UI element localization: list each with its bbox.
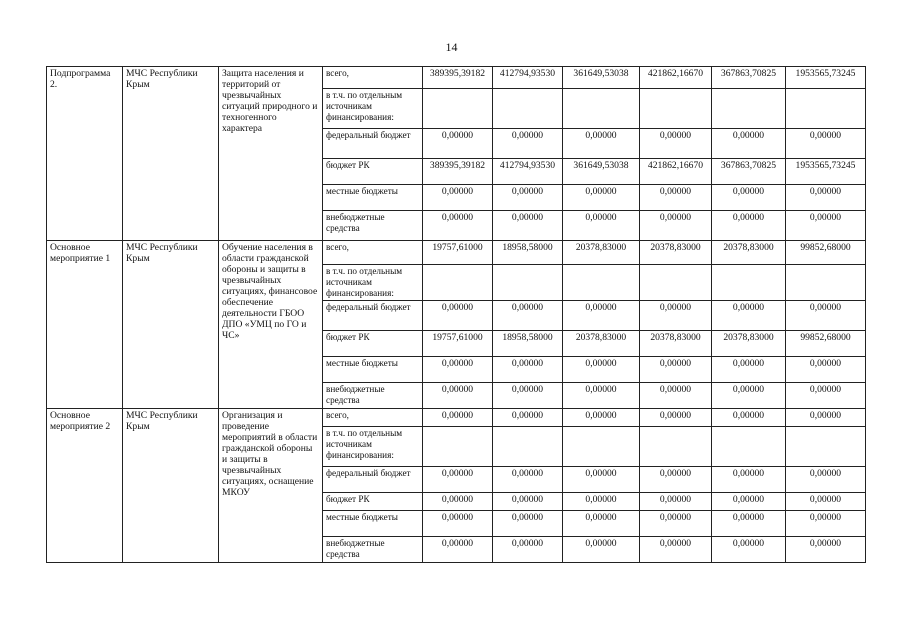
empty-cell bbox=[640, 265, 712, 301]
value-cell-extra: 0,00000 bbox=[640, 383, 712, 409]
value-cell-total: 99852,68000 bbox=[786, 241, 866, 265]
value-cell-local: 0,00000 bbox=[423, 185, 493, 211]
empty-cell bbox=[712, 427, 786, 467]
value-cell-federal: 0,00000 bbox=[712, 129, 786, 159]
value-cell-local: 0,00000 bbox=[563, 511, 640, 537]
value-cell-total: 0,00000 bbox=[493, 409, 563, 427]
value-cell-total: 1953565,73245 bbox=[786, 67, 866, 89]
empty-cell bbox=[563, 89, 640, 129]
source-label-total: всего, bbox=[323, 409, 423, 427]
source-label-local: местные бюджеты bbox=[323, 511, 423, 537]
value-cell-local: 0,00000 bbox=[563, 185, 640, 211]
value-cell-total: 20378,83000 bbox=[563, 241, 640, 265]
empty-cell bbox=[786, 427, 866, 467]
value-cell-local: 0,00000 bbox=[786, 511, 866, 537]
source-label-total: всего, bbox=[323, 241, 423, 265]
value-cell-federal: 0,00000 bbox=[563, 301, 640, 331]
value-cell-total: 421862,16670 bbox=[640, 67, 712, 89]
source-label-incl: в т.ч. по отдельным источникам финансирования: bbox=[323, 265, 423, 301]
empty-cell bbox=[786, 89, 866, 129]
value-cell-extra: 0,00000 bbox=[563, 383, 640, 409]
empty-cell bbox=[786, 265, 866, 301]
value-cell-extra: 0,00000 bbox=[786, 383, 866, 409]
value-cell-extra: 0,00000 bbox=[493, 537, 563, 563]
value-cell-federal: 0,00000 bbox=[712, 301, 786, 331]
value-cell-total: 20378,83000 bbox=[640, 241, 712, 265]
value-cell-rk: 412794,93530 bbox=[493, 159, 563, 185]
value-cell-rk: 0,00000 bbox=[563, 493, 640, 511]
empty-cell bbox=[493, 265, 563, 301]
value-cell-rk: 99852,68000 bbox=[786, 331, 866, 357]
value-cell-federal: 0,00000 bbox=[493, 467, 563, 493]
empty-cell bbox=[640, 427, 712, 467]
block-title: Защита населения и территорий от чрезвычайных ситуаций природного и техногенного характера bbox=[219, 67, 323, 241]
block-name: Основное мероприятие 1 bbox=[47, 241, 123, 409]
source-label-local: местные бюджеты bbox=[323, 185, 423, 211]
value-cell-extra: 0,00000 bbox=[640, 537, 712, 563]
empty-cell bbox=[423, 427, 493, 467]
block-title: Обучение населения в области гражданской обороны и защиты в чрезвычайных ситуациях, финансовое обеспечение деятельности ГБОО ДПО «УМЦ по ГО и ЧС» bbox=[219, 241, 323, 409]
empty-cell bbox=[423, 89, 493, 129]
value-cell-total: 0,00000 bbox=[563, 409, 640, 427]
value-cell-federal: 0,00000 bbox=[640, 301, 712, 331]
page-number: 14 bbox=[445, 40, 458, 54]
value-cell-local: 0,00000 bbox=[640, 185, 712, 211]
value-cell-local: 0,00000 bbox=[712, 357, 786, 383]
value-cell-local: 0,00000 bbox=[640, 357, 712, 383]
value-cell-rk: 20378,83000 bbox=[712, 331, 786, 357]
source-label-local: местные бюджеты bbox=[323, 357, 423, 383]
value-cell-total: 361649,53038 bbox=[563, 67, 640, 89]
value-cell-federal: 0,00000 bbox=[712, 467, 786, 493]
value-cell-local: 0,00000 bbox=[712, 185, 786, 211]
value-cell-rk: 20378,83000 bbox=[563, 331, 640, 357]
source-label-rk: бюджет РК bbox=[323, 493, 423, 511]
value-cell-total: 412794,93530 bbox=[493, 67, 563, 89]
value-cell-local: 0,00000 bbox=[493, 511, 563, 537]
value-cell-local: 0,00000 bbox=[493, 185, 563, 211]
value-cell-extra: 0,00000 bbox=[563, 211, 640, 241]
source-label-federal: федеральный бюджет bbox=[323, 467, 423, 493]
source-label-incl: в т.ч. по отдельным источникам финансирования: bbox=[323, 89, 423, 129]
value-cell-local: 0,00000 bbox=[563, 357, 640, 383]
value-cell-extra: 0,00000 bbox=[423, 383, 493, 409]
empty-cell bbox=[712, 265, 786, 301]
value-cell-rk: 367863,70825 bbox=[712, 159, 786, 185]
empty-cell bbox=[563, 265, 640, 301]
source-label-federal: федеральный бюджет bbox=[323, 301, 423, 331]
value-cell-extra: 0,00000 bbox=[423, 537, 493, 563]
source-label-rk: бюджет РК bbox=[323, 159, 423, 185]
source-label-extra: внебюджетные средства bbox=[323, 383, 423, 409]
value-cell-total: 0,00000 bbox=[423, 409, 493, 427]
budget-table bbox=[46, 66, 866, 563]
value-cell-federal: 0,00000 bbox=[786, 129, 866, 159]
value-cell-rk: 421862,16670 bbox=[640, 159, 712, 185]
empty-cell bbox=[493, 427, 563, 467]
value-cell-federal: 0,00000 bbox=[493, 301, 563, 331]
value-cell-federal: 0,00000 bbox=[423, 467, 493, 493]
value-cell-total: 0,00000 bbox=[640, 409, 712, 427]
value-cell-rk: 20378,83000 bbox=[640, 331, 712, 357]
value-cell-local: 0,00000 bbox=[786, 357, 866, 383]
value-cell-extra: 0,00000 bbox=[712, 383, 786, 409]
source-label-extra: внебюджетные средства bbox=[323, 211, 423, 241]
value-cell-total: 389395,39182 bbox=[423, 67, 493, 89]
value-cell-federal: 0,00000 bbox=[563, 129, 640, 159]
value-cell-federal: 0,00000 bbox=[786, 467, 866, 493]
value-cell-extra: 0,00000 bbox=[786, 537, 866, 563]
value-cell-rk: 19757,61000 bbox=[423, 331, 493, 357]
block-name: Подпрограмма 2. bbox=[47, 67, 123, 241]
source-label-federal: федеральный бюджет bbox=[323, 129, 423, 159]
value-cell-extra: 0,00000 bbox=[493, 383, 563, 409]
value-cell-local: 0,00000 bbox=[640, 511, 712, 537]
value-cell-rk: 361649,53038 bbox=[563, 159, 640, 185]
source-label-incl: в т.ч. по отдельным источникам финансирования: bbox=[323, 427, 423, 467]
value-cell-total: 20378,83000 bbox=[712, 241, 786, 265]
value-cell-federal: 0,00000 bbox=[640, 467, 712, 493]
value-cell-rk: 389395,39182 bbox=[423, 159, 493, 185]
empty-cell bbox=[493, 89, 563, 129]
value-cell-total: 0,00000 bbox=[712, 409, 786, 427]
value-cell-total: 18958,58000 bbox=[493, 241, 563, 265]
value-cell-rk: 0,00000 bbox=[712, 493, 786, 511]
value-cell-extra: 0,00000 bbox=[423, 211, 493, 241]
value-cell-rk: 18958,58000 bbox=[493, 331, 563, 357]
value-cell-rk: 0,00000 bbox=[786, 493, 866, 511]
table-row bbox=[47, 241, 866, 265]
source-label-rk: бюджет РК bbox=[323, 331, 423, 357]
value-cell-total: 19757,61000 bbox=[423, 241, 493, 265]
block-title: Организация и проведение мероприятий в области гражданской обороны и защиты в чрезвычайных ситуациях, оснащение МКОУ bbox=[219, 409, 323, 563]
value-cell-rk: 1953565,73245 bbox=[786, 159, 866, 185]
block-executor: МЧС Республики Крым bbox=[123, 67, 219, 241]
value-cell-local: 0,00000 bbox=[493, 357, 563, 383]
source-label-extra: внебюджетные средства bbox=[323, 537, 423, 563]
empty-cell bbox=[640, 89, 712, 129]
value-cell-rk: 0,00000 bbox=[423, 493, 493, 511]
block-executor: МЧС Республики Крым bbox=[123, 409, 219, 563]
value-cell-extra: 0,00000 bbox=[712, 537, 786, 563]
value-cell-federal: 0,00000 bbox=[563, 467, 640, 493]
value-cell-local: 0,00000 bbox=[423, 511, 493, 537]
empty-cell bbox=[423, 265, 493, 301]
value-cell-federal: 0,00000 bbox=[786, 301, 866, 331]
value-cell-local: 0,00000 bbox=[712, 511, 786, 537]
table-row bbox=[47, 67, 866, 89]
value-cell-extra: 0,00000 bbox=[786, 211, 866, 241]
value-cell-total: 0,00000 bbox=[786, 409, 866, 427]
value-cell-federal: 0,00000 bbox=[423, 301, 493, 331]
empty-cell bbox=[712, 89, 786, 129]
value-cell-federal: 0,00000 bbox=[640, 129, 712, 159]
value-cell-extra: 0,00000 bbox=[493, 211, 563, 241]
block-name: Основное мероприятие 2 bbox=[47, 409, 123, 563]
budget-table-body bbox=[47, 67, 866, 563]
value-cell-federal: 0,00000 bbox=[493, 129, 563, 159]
value-cell-federal: 0,00000 bbox=[423, 129, 493, 159]
block-executor: МЧС Республики Крым bbox=[123, 241, 219, 409]
value-cell-extra: 0,00000 bbox=[640, 211, 712, 241]
empty-cell bbox=[563, 427, 640, 467]
value-cell-total: 367863,70825 bbox=[712, 67, 786, 89]
source-label-total: всего, bbox=[323, 67, 423, 89]
table-row bbox=[47, 409, 866, 427]
value-cell-local: 0,00000 bbox=[423, 357, 493, 383]
value-cell-local: 0,00000 bbox=[786, 185, 866, 211]
value-cell-rk: 0,00000 bbox=[493, 493, 563, 511]
value-cell-extra: 0,00000 bbox=[712, 211, 786, 241]
value-cell-extra: 0,00000 bbox=[563, 537, 640, 563]
value-cell-rk: 0,00000 bbox=[640, 493, 712, 511]
